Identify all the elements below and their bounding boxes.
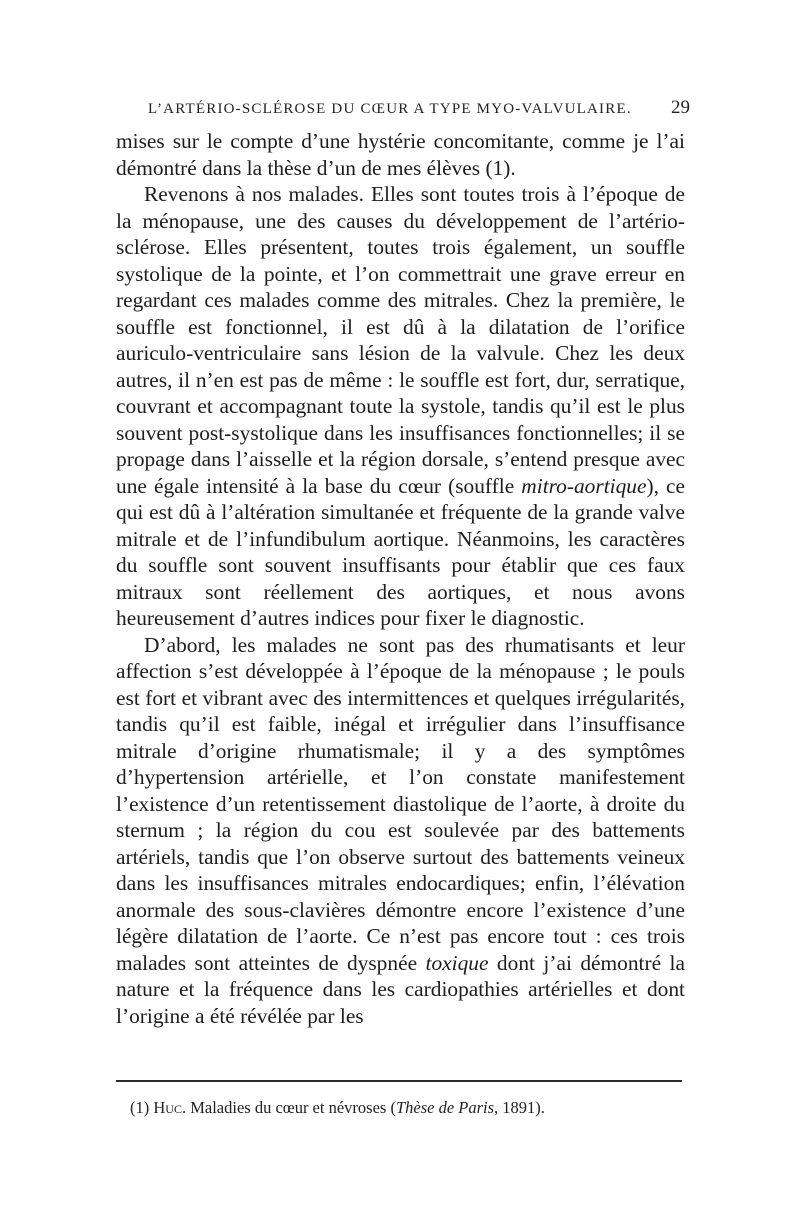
paragraph-text: D’abord, les malades ne sont pas des rhumatisants et leur affection s’est développée à l’époque de la ménopause ; le pouls est fort et vibrant avec des intermittences et quelques irrégularités, tandis qu’il est faible, inégal et irrégulier dans l’insuffisance mitrale d’origine rhumatismale; il y a des symptômes d’hypertension artérielle, et l’on constate manifestement l’existence d’un retentissement diastolique de l’aorte, à droite du sternum ; la région du cou est soulevée par des battements artériels, tandis que l’on observe surtout des battements veineux dans les insuffisances mitrales endocardiques; enfin, l’élévation anormale des sous-clavières démontre encore l’existence d’une légère dilatation de l’aorte. Ce n’est pas encore tout : ces trois malades sont atteintes de dyspnée [116, 632, 685, 975]
italic-term: mitro-aortique [521, 473, 647, 498]
paragraph-text: dont j’ai démontré la nature et la fréquence dans les cardiopathies artérielles et dont l’origine a été révélée par les [116, 950, 685, 1028]
running-head-title: L’ARTÉRIO-SCLÉROSE DU CŒUR A TYPE MYO-VALVULAIRE. [148, 101, 632, 117]
paragraph-dabord [116, 632, 685, 1030]
paragraph-continuation [116, 128, 685, 181]
body-text [116, 128, 685, 1029]
footnote [130, 1098, 690, 1118]
footnote-marker: (1) [130, 1098, 154, 1117]
footnote-author: Huc. [153, 1098, 187, 1117]
paragraph-text: ), ce qui est dû à l’altération simultanée et fréquente de la grande valve mitrale et de l’infundibulum aortique. Néanmoins, les caractères du souffle sont souvent insuffisants pour établir que ces faux mitraux sont réellement des aortiques, et nous avons heureusement d’autres indices pour fixer le diagnostic. [116, 473, 685, 630]
footnote-year: , 1891). [494, 1098, 545, 1117]
footnote-divider [116, 1080, 682, 1082]
running-head [148, 97, 690, 119]
paragraph-revenons [116, 181, 685, 632]
italic-term: toxique [425, 950, 489, 975]
paragraph-text: mises sur le compte d’une hystérie concomitante, comme je l’ai démontré dans la thèse d’un de mes élèves (1). [116, 129, 685, 180]
footnote-source: Thèse de Paris [395, 1098, 495, 1117]
paragraph-text: Revenons à nos malades. Elles sont toutes trois à l’époque de la ménopause, une des causes du développement de l’artério-sclérose. Elles présentent, toutes trois également, un souffle systolique de la pointe, et l’on commettrait une grave erreur en regardant ces malades comme des mitrales. Chez la première, le souffle est fonctionnel, il est dû à la dilatation de l’orifice auriculo-ventriculaire sans lésion de la valvule. Chez les deux autres, il n’en est pas de même : le souffle est fort, dur, serratique, couvrant et accompagnant toute la systole, tandis qu’il est le plus souvent post-systolique dans les insuffisances fonctionnelles; il se propage dans l’aisselle et la région dorsale, s’entend presque avec une égale intensité à la base du cœur (souffle [116, 182, 685, 498]
footnote-text: Maladies du cœur et névroses ( [186, 1098, 396, 1117]
page-number: 29 [671, 97, 690, 118]
